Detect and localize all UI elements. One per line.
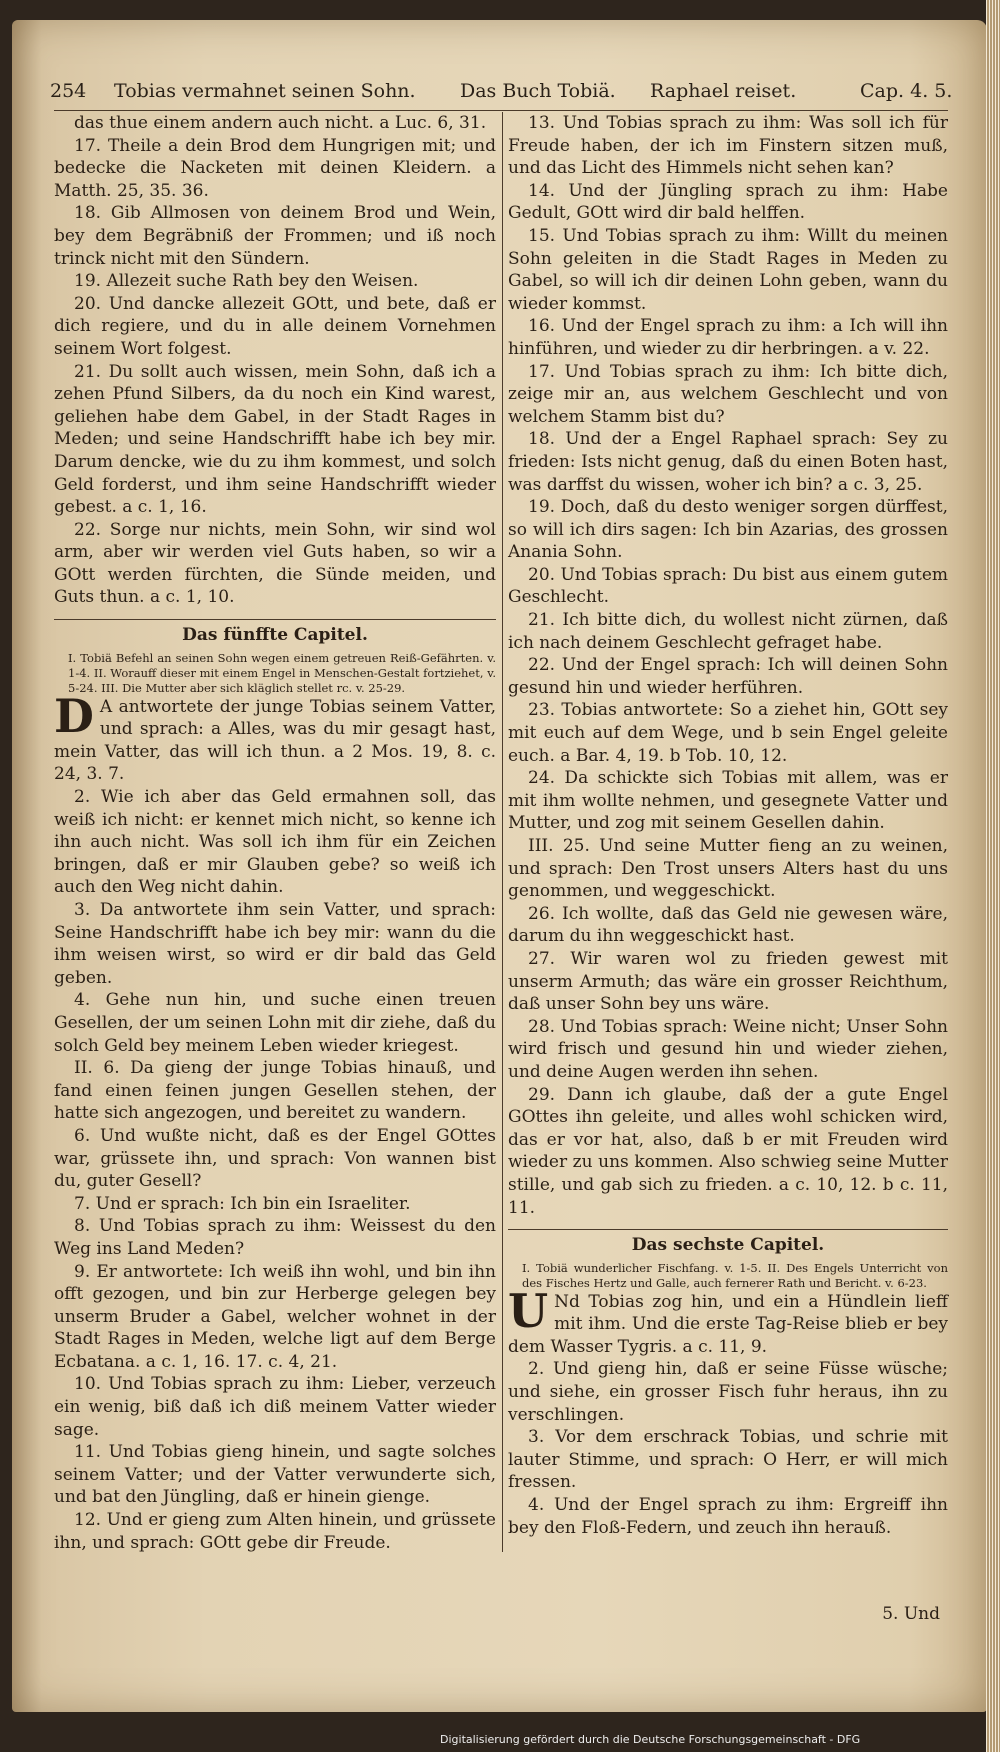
verse: 4. Und der Engel sprach zu ihm: Ergreiff ihn bey den Floß-Federn, und zeuch ihn herauß. [508, 1495, 948, 1538]
chapter-6-heading: Das sechste Capitel. [508, 1229, 948, 1257]
chapter-5-summary: I. Tobiä Befehl an seinen Sohn wegen einem getreuen Reiß-Gefährten. v. 1-4. II. Worauff dieser mit einem Engel in Menschen-Gestalt fortziehet, v. 5-24. III. Die Mutter aber sich kläglich stellet rc. v. 25-29. [68, 650, 496, 695]
verse: 22. Und der Engel sprach: Ich will deinen Sohn gesund hin und wieder herführen. [508, 655, 948, 698]
verse: 19. Allezeit suche Rath bey den Weisen. [74, 271, 419, 292]
page-edges [986, 0, 1000, 1752]
catchword: 5. Und [882, 1604, 940, 1624]
verse: 2. Wie ich aber das Geld ermahnen soll, das weiß ich nicht: er kennet mich nicht, so kenne ich ihn auch nicht. Was soll ich ihm für ein Zeichen bringen, daß er mir Glauben gebe? so weiß ich auch den Weg nicht dahin. [54, 787, 496, 898]
verse: 3. Da antwortete ihm sein Vatter, und sprach: Seine Handschrifft habe ich bey mir: wann du die ihm weisen wirst, so wird er dir bald das Geld geben. [54, 900, 496, 988]
verse: das thue einem andern auch nicht. a Luc. 6, 31. [74, 113, 487, 133]
header-book-title: Das Buch Tobiä. [460, 80, 616, 102]
verse: A antwortete der junge Tobias seinem Vatter, und sprach: a Alles, was du mir gesagt hast, mein Vatter, das will ich thun. a 2 Mos. 19, 8. c. 24, 3. 7. [54, 696, 496, 785]
verse: 16. Und der Engel sprach zu ihm: a Ich will ihn hinführen, und wieder zu dir herbringen. a v. 22. [508, 316, 948, 359]
verse: 21. Ich bitte dich, du wollest nicht zürnen, daß ich nach deinem Geschlecht gefraget habe. [508, 610, 948, 653]
verse: 13. Und Tobias sprach zu ihm: Was soll ich für Freude haben, der ich im Finstern sitzen muß, und das Licht des Himmels nicht sehen kan? [508, 113, 948, 179]
right-column [508, 112, 948, 1539]
verse: 20. Und Tobias sprach: Du bist aus einem gutem Geschlecht. [508, 564, 948, 608]
verse: 10. Und Tobias sprach zu ihm: Lieber, verzeuch ein wenig, biß daß ich diß meinem Vatter wieder sage. [54, 1374, 496, 1440]
header-chapter-ref: Cap. 4. 5. [860, 80, 953, 102]
verse: 7. Und er sprach: Ich bin ein Israeliter. [74, 1193, 411, 1214]
verse: 18. Gib Allmosen von deinem Brod und Wein, bey dem Begräbniß der Frommen; und iß noch trinck nicht mit den Sündern. [54, 203, 496, 269]
verse: 24. Da schickte sich Tobias mit allem, was er mit ihm wollte nehmen, und gesegnete Vatter und Mutter, und zog mit seinem Gesellen dahin. [508, 768, 948, 834]
verse: II. 6. Da gieng der junge Tobias hinauß, und fand einen feinen jungen Gesellen stehen, der hatte sich angezogen, und bereitet zu wandern. [54, 1058, 496, 1124]
verse: 28. Und Tobias sprach: Weine nicht; Unser Sohn wird frisch und gesund hin und wieder ziehen, und deine Augen werden ihn sehen. [508, 1016, 948, 1082]
left-column [54, 112, 496, 1554]
page-number: 254 [50, 80, 87, 102]
verse: 29. Dann ich glaube, daß der a gute Engel GOttes ihn geleite, und alles wohl schicken wird, das er vor hat, also, daß b er mit Freuden wird wieder zu uns kommen. Also schwieg seine Mutter stille, und gab sich zu frieden. a c. 10, 12. b c. 11, 11. [508, 1084, 948, 1218]
column-divider [502, 112, 503, 1552]
verse: 6. Und wußte nicht, daß es der Engel GOttes war, grüssete ihn, und sprach: Von wannen bist du, guter Gesell? [54, 1125, 496, 1192]
verse: 15. Und Tobias sprach zu ihm: Willt du meinen Sohn geleiten in die Stadt Rages in Meden zu Gabel, so will ich dir deinen Lohn geben, wann du wieder kommst. [508, 225, 948, 314]
verse: 26. Ich wollte, daß das Geld nie gewesen wäre, darum du ihn weggeschickt hast. [508, 903, 948, 947]
verse: 22. Sorge nur nichts, mein Sohn, wir sind wol arm, aber wir werden viel Guts haben, so wir a GOtt werden fürchten, die Sünde meiden, und Guts thun. a c. 1, 10. [54, 519, 496, 608]
verse: 11. Und Tobias gieng hinein, und sagte solches seinem Vatter; und der Vatter verwunderte sich, und bat den Jüngling, daß er hinein gienge. [54, 1442, 496, 1508]
verse: III. 25. Und seine Mutter fieng an zu weinen, und sprach: Den Trost unsers Alters hast du uns genommen, und weggeschickt. [508, 836, 948, 902]
header-rule [54, 110, 948, 111]
verse: 4. Gehe nun hin, und suche einen treuen Gesellen, der um seinen Lohn mit dir ziehe, daß du solch Geld bey meinem Leben wieder kriegest. [54, 990, 496, 1056]
dropcap-initial: U [508, 1283, 549, 1338]
verse: 17. Theile a dein Brod dem Hungrigen mit; und bedecke die Nacketen mit deinen Kleidern. a Matth. 25, 35. 36. [54, 135, 496, 201]
chapter-5-heading: Das fünffte Capitel. [54, 619, 496, 647]
verse: 27. Wir waren wol zu frieden gewest mit unserm Armuth; das wäre ein grosser Reichthum, daß unser Sohn bey uns wäre. [508, 948, 948, 1015]
running-header [50, 74, 960, 114]
verse: Nd Tobias zog hin, und ein a Hündlein lieff mit ihm. Und die erste Tag-Reise blieb er bey dem Wasser Tygris. a c. 11, 9. [508, 1291, 948, 1357]
verse: 23. Tobias antwortete: So a ziehet hin, GOtt sey mit euch auf dem Wege, und b sein Engel geleite euch. a Bar. 4, 19. b Tob. 10, 12. [508, 700, 948, 766]
header-left-title: Tobias vermahnet seinen Sohn. [114, 80, 416, 102]
verse: 18. Und der a Engel Raphael sprach: Sey zu frieden: Ists nicht genug, daß du einen Boten hast, was darffst du wissen, woher ich bin? a c. 3, 25. [508, 429, 948, 495]
verse: 14. Und der Jüngling sprach zu ihm: Habe Gedult, GOtt wird dir bald helffen. [508, 180, 948, 224]
header-right-title: Raphael reiset. [650, 80, 797, 102]
digitization-credit: Digitalisierung gefördert durch die Deutsche Forschungsgemeinschaft - DFG [440, 1733, 861, 1746]
dropcap-initial: D [54, 688, 94, 743]
verse: 19. Doch, daß du desto weniger sorgen dürffest, so will ich dirs sagen: Ich bin Azarias, des grossen Anania Sohn. [508, 497, 948, 563]
verse: 2. Und gieng hin, daß er seine Füsse wüsche; und siehe, ein grosser Fisch fuhr heraus, ihn zu verschlingen. [508, 1359, 948, 1425]
verse: 21. Du sollt auch wissen, mein Sohn, daß ich a zehen Pfund Silbers, da du noch ein Kind warest, geliehen habe dem Gabel, in der Stadt Rages in Meden; und seine Handschrifft habe ich bey mir. Darum dencke, wie du zu ihm kommest, und solch Geld forderst, und ihm seine Handschrifft wieder gebest. a c. 1, 16. [54, 361, 496, 518]
verse: 12. Und er gieng zum Alten hinein, und grüssete ihn, und sprach: GOtt gebe dir Freude. [54, 1510, 496, 1553]
verse: 8. Und Tobias sprach zu ihm: Weissest du den Weg ins Land Meden? [54, 1216, 496, 1259]
verse: 3. Vor dem erschrack Tobias, und schrie mit lauter Stimme, und sprach: O Herr, er will mich fressen. [508, 1427, 948, 1493]
verse: 20. Und dancke allezeit GOtt, und bete, daß er dich regiere, und du in alle deinem Vornehmen seinem Wort folgest. [54, 293, 496, 359]
verse: 9. Er antwortete: Ich weiß ihn wohl, und bin ihn offt gezogen, und bin zur Herberge gelegen bey unserm Bruder a Gabel, welcher wohnet in der Stadt Rages in Meden, welche ligt auf dem Berge Ecbatana. a c. 1, 16. 17. c. 4, 21. [54, 1261, 496, 1372]
chapter-6-summary: I. Tobiä wunderlicher Fischfang. v. 1-5. II. Des Engels Unterricht von des Fisches Hertz und Galle, auch fernerer Rath und Bericht. v. 6-23. [522, 1260, 948, 1290]
verse: 17. Und Tobias sprach zu ihm: Ich bitte dich, zeige mir an, aus welchem Geschlecht und von welchem Stamm bist du? [508, 361, 948, 427]
